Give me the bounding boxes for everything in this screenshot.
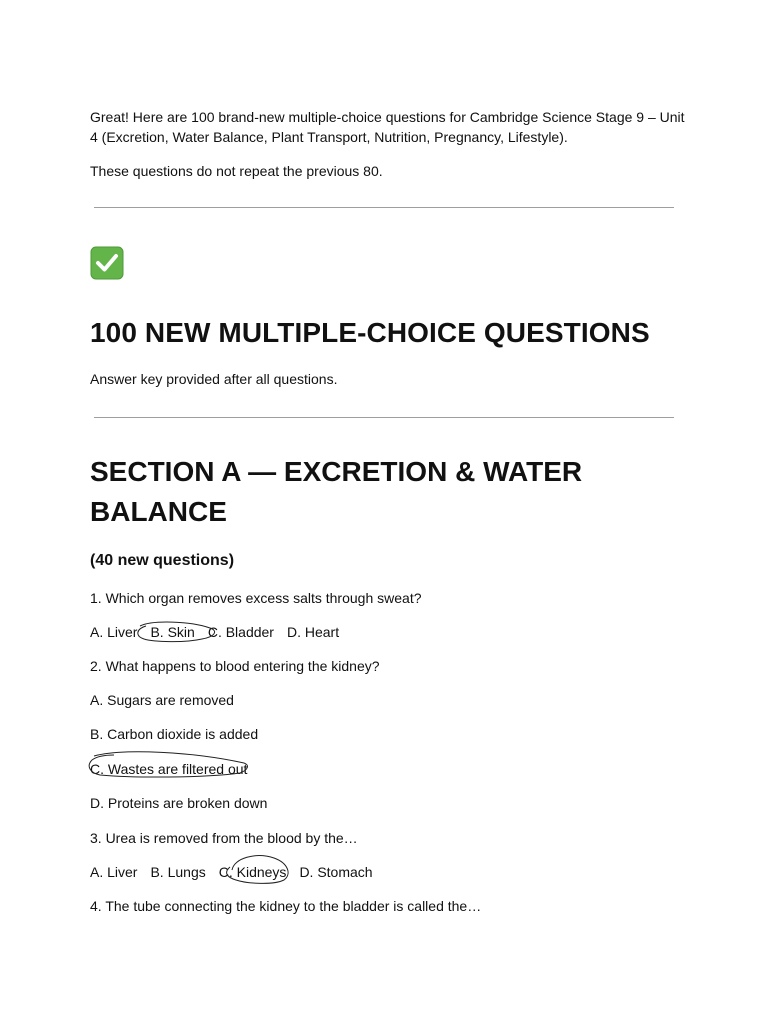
question-text: 1. Which organ removes excess salts through sweat?: [90, 590, 422, 606]
option-c: C. Bladder: [207, 624, 274, 640]
option-d: D. Heart: [286, 624, 340, 640]
option-d: D. Stomach: [299, 864, 373, 880]
section-subtitle: (40 new questions): [90, 552, 235, 569]
white-check-mark-icon: [90, 246, 124, 280]
answer-key-note: Answer key provided after all questions.: [90, 371, 338, 387]
option-a: A. Liver: [90, 864, 138, 880]
divider: [94, 207, 674, 208]
option-a: A. Sugars are removed: [90, 692, 234, 708]
answer-options: [90, 862, 373, 882]
question-text: 3. Urea is removed from the blood by the…: [90, 830, 358, 846]
option-a: A. Liver: [90, 624, 138, 640]
answer-options: [90, 622, 339, 642]
question-text: 4. The tube connecting the kidney to the bladder is called the…: [90, 898, 482, 914]
intro-paragraph: Great! Here are 100 brand-new multiple-choice questions for Cambridge Science Stage 9 – Unit 4 (Excretion, Water Balance, Plant Transport, Nutrition, Pregnancy, Lifestyle).: [90, 109, 685, 145]
page-title: 100 NEW MULTIPLE-CHOICE QUESTIONS: [90, 317, 650, 348]
option-c: C. Wastes are filtered out: [90, 761, 248, 777]
option-b: B. Carbon dioxide is added: [90, 726, 259, 742]
option-b: B. Skin: [150, 624, 195, 640]
option-c: C. Kidneys: [218, 864, 287, 880]
option-d: D. Proteins are broken down: [90, 795, 268, 811]
intro: [90, 107, 690, 195]
divider: [94, 417, 674, 418]
question-text: 2. What happens to blood entering the kidney?: [90, 658, 380, 674]
section-title: SECTION A — EXCRETION & WATER BALANCE: [90, 456, 583, 527]
intro-note: These questions do not repeat the previous 80.: [90, 163, 383, 179]
option-b: B. Lungs: [150, 864, 206, 880]
